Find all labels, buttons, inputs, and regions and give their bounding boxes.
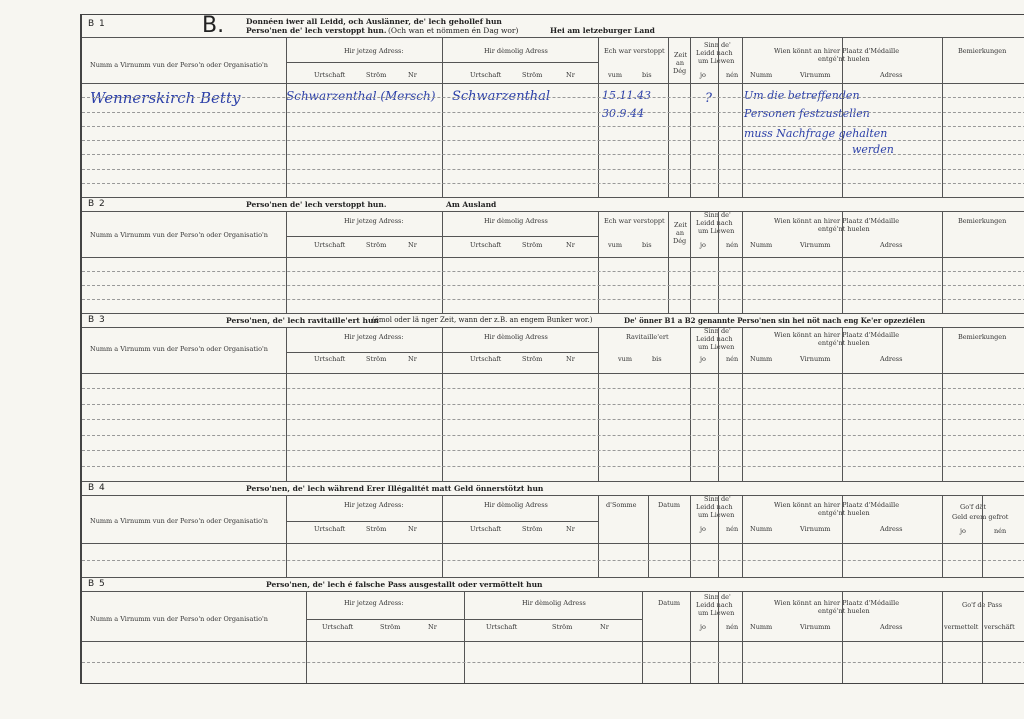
stross-label: Ström	[366, 355, 387, 363]
form-part-letter: B.	[202, 13, 225, 38]
medal-name-label: Numm	[750, 355, 773, 363]
time-label-3: Dég	[673, 237, 687, 245]
sum-header: d'Somme	[606, 501, 637, 509]
section-b5	[82, 577, 1024, 683]
grid-column-line	[442, 37, 443, 197]
remarks-header: Bemierkungen	[958, 47, 1007, 55]
alive-label-2: Leidd nach	[696, 503, 733, 511]
grid-row-line	[82, 419, 1024, 420]
grid-column-line	[690, 37, 691, 197]
alive-label: Sinn de'	[704, 495, 731, 503]
grid-subheader-line	[286, 352, 598, 353]
section-id: B 1	[88, 19, 106, 29]
grid-column-line	[742, 591, 743, 683]
entry-name: Wennerskirch Betty	[90, 89, 241, 107]
alive-label-3: um Liewen	[698, 343, 735, 351]
section-b2	[82, 197, 1024, 314]
to-label: bis	[652, 355, 662, 363]
grid-row-line	[82, 560, 1024, 561]
yes-label: jo	[960, 527, 966, 535]
grid-subheader-line	[286, 62, 598, 63]
medal-name-label: Numm	[750, 241, 773, 249]
medal-header-2: entgé'nt huelen	[818, 225, 870, 233]
section-title: Perso'nen, de' lech ravitaille'ert hun	[226, 316, 379, 325]
grid-column-line	[442, 211, 443, 313]
medal-address-label: Adress	[880, 525, 903, 533]
section-id: B 4	[88, 483, 106, 493]
alive-label-2: Leidd nach	[696, 335, 733, 343]
ortschaft-label: Urtschaft	[314, 355, 346, 363]
section-note: (Och wan et nömmen én Dag wor)	[388, 26, 519, 35]
grid-row-line	[82, 97, 1024, 98]
time-label-2: an	[676, 229, 685, 237]
grid-column-line	[286, 495, 287, 577]
ravitailleert-header: Ravitaille'ert	[626, 333, 669, 341]
nr-label: Nr	[566, 525, 575, 533]
name-column-header: Numm a Virnumm vun der Perso'n oder Organisatio'n	[90, 231, 268, 239]
alive-label: Sinn de'	[704, 211, 731, 219]
medal-header-2: entgé'nt huelen	[818, 607, 870, 615]
medal-firstname-label: Virnumm	[800, 525, 831, 533]
nr-label: Nr	[600, 623, 609, 631]
alive-label-2: Leidd nach	[696, 601, 733, 609]
grid-column-line	[942, 37, 943, 197]
pass-header: Go'f de Pass	[962, 601, 1003, 609]
medal-firstname-label: Virnumm	[800, 71, 831, 79]
medal-header-2: entgé'nt huelen	[818, 339, 870, 347]
to-label: bis	[642, 241, 652, 249]
grid-column-line	[942, 591, 943, 683]
yes-label: jo	[700, 355, 706, 363]
grid-column-line	[668, 211, 669, 313]
alive-label-2: Leidd nach	[696, 49, 733, 57]
grid-row-line	[82, 404, 1024, 405]
grid-column-line	[648, 495, 649, 577]
grid-column-line	[286, 211, 287, 313]
no-label: nén	[726, 71, 739, 79]
alive-label-2: Leidd nach	[696, 219, 733, 227]
medal-header-2: entgé'nt huelen	[818, 509, 870, 517]
ortschaft-label: Urtschaft	[322, 623, 354, 631]
grid-column-line	[668, 37, 669, 197]
section-b5-title-row	[82, 577, 1024, 592]
current-address-header: Hir jetzeg Adress:	[344, 47, 404, 55]
grid-row-line	[82, 435, 1024, 436]
section-id: B 3	[88, 315, 106, 325]
stross-label: Ström	[552, 623, 573, 631]
grid-column-line	[742, 495, 743, 577]
grid-column-line	[842, 37, 843, 197]
grid-column-line	[982, 495, 983, 577]
entry-alive: ?	[705, 91, 712, 106]
mediated-label: vermettelt	[944, 623, 979, 631]
grid-column-line	[942, 495, 943, 577]
grid-column-line	[742, 37, 743, 197]
nr-label: Nr	[408, 71, 417, 79]
grid-column-line	[842, 591, 843, 683]
section-id: B 5	[88, 579, 106, 589]
medal-address-label: Adress	[880, 71, 903, 79]
grid-column-line	[690, 591, 691, 683]
stross-label: Ström	[522, 525, 543, 533]
section-title: Perso'nen, de' lech é falsche Pass ausgestallt oder vermöttelt hun	[266, 580, 543, 589]
grid-subheader-line	[286, 521, 598, 522]
alive-label: Sinn de'	[704, 593, 731, 601]
grid-row-line	[82, 466, 1024, 467]
then-address-header: Hir dèmolig Adress	[484, 217, 548, 225]
grid-column-line	[598, 211, 599, 313]
then-address-header: Hir dèmolig Adress	[484, 47, 548, 55]
current-address-header: Hir jetzeg Adress:	[344, 501, 404, 509]
section-b4-title-row	[82, 481, 1024, 496]
time-label-2: an	[676, 59, 685, 67]
grid-subheader-line	[306, 619, 642, 620]
grid-header-line	[82, 543, 1024, 544]
registration-form	[80, 14, 1024, 684]
stross-label: Ström	[522, 355, 543, 363]
yes-label: jo	[700, 525, 706, 533]
medal-header: Wien könnt an hirer Plaatz d'Médaille	[774, 217, 900, 225]
grid-column-line	[642, 591, 643, 683]
nr-label: Nr	[408, 241, 417, 249]
time-label: Zeit	[674, 221, 688, 229]
no-label: nén	[726, 623, 739, 631]
yes-label: jo	[700, 623, 706, 631]
nr-label: Nr	[408, 525, 417, 533]
to-label: bis	[642, 71, 652, 79]
no-label: nén	[994, 527, 1007, 535]
nr-label: Nr	[408, 355, 417, 363]
money-returned-header: Go'f dät	[960, 503, 987, 511]
grid-column-line	[982, 591, 983, 683]
ortschaft-label: Urtschaft	[470, 71, 502, 79]
entry-hidden-from: 15.11.43	[602, 89, 651, 102]
alive-label-3: um Liewen	[698, 57, 735, 65]
grid-column-line	[306, 591, 307, 683]
stross-label: Ström	[366, 525, 387, 533]
grid-row-line	[82, 299, 1024, 300]
entry-note-2: Personen festzustellen	[744, 107, 870, 120]
stross-label: Ström	[366, 71, 387, 79]
name-column-header: Numm a Virnumm vun der Perso'n oder Organisatio'n	[90, 517, 268, 525]
grid-column-line	[842, 211, 843, 313]
hidden-period-header: Ech war verstoppt	[604, 217, 665, 225]
date-header: Datum	[658, 501, 681, 509]
then-address-header: Hir dèmolig Adress	[522, 599, 586, 607]
entry-note-1: Um die betreffenden	[744, 89, 860, 102]
section-title-2: Perso'nen de' lech verstoppt hun.	[246, 26, 387, 35]
section-b1-title-row	[82, 15, 1024, 38]
grid-header-line	[82, 83, 1024, 84]
ortschaft-label: Urtschaft	[314, 525, 346, 533]
alive-label-3: um Liewen	[698, 511, 735, 519]
section-instruction: De' önner B1 a B2 genannte Perso'nen sin hei nöt nach eng Ke'er opzeziélen	[624, 316, 926, 325]
medal-address-label: Adress	[880, 623, 903, 631]
current-address-header: Hir jetzeg Adress:	[344, 217, 404, 225]
from-label: vum	[618, 355, 633, 363]
medal-header: Wien könnt an hirer Plaatz d'Médaille	[774, 47, 900, 55]
entry-note-4: werden	[852, 143, 894, 156]
ortschaft-label: Urtschaft	[470, 525, 502, 533]
ortschaft-label: Urtschaft	[470, 241, 502, 249]
grid-column-line	[718, 211, 719, 313]
remarks-header: Bemierkungen	[958, 333, 1007, 341]
medal-header: Wien könnt an hirer Plaatz d'Médaille	[774, 599, 900, 607]
ortschaft-label: Urtschaft	[314, 71, 346, 79]
grid-column-line	[742, 211, 743, 313]
money-returned-header-2: Geld erem gefrot	[952, 513, 1009, 521]
grid-row-line	[82, 112, 1024, 113]
grid-header-line	[82, 373, 1024, 374]
nr-label: Nr	[566, 355, 575, 363]
section-title: Donnéen iwer all Leidd, och Auslänner, de' lech gehollef hun	[246, 17, 502, 26]
section-b3	[82, 313, 1024, 482]
grid-row-line	[82, 388, 1024, 389]
medal-address-label: Adress	[880, 241, 903, 249]
remarks-header: Bemierkungen	[958, 217, 1007, 225]
medal-address-label: Adress	[880, 355, 903, 363]
current-address-header: Hir jetzeg Adress:	[344, 599, 404, 607]
section-b3-title-row	[82, 313, 1024, 328]
current-address-header: Hir jetzeg Adress:	[344, 333, 404, 341]
section-b2-title-row	[82, 197, 1024, 212]
entry-note-3: muss Nachfrage gehalten	[744, 127, 888, 140]
grid-column-line	[442, 495, 443, 577]
medal-firstname-label: Virnumm	[800, 241, 831, 249]
no-label: nén	[726, 241, 739, 249]
medal-name-label: Numm	[750, 623, 773, 631]
grid-column-line	[598, 495, 599, 577]
no-label: nén	[726, 525, 739, 533]
section-region: Hei am letzeburger Land	[550, 26, 655, 35]
yes-label: jo	[700, 71, 706, 79]
section-b4	[82, 481, 1024, 578]
hidden-period-header: Ech war verstoppt	[604, 47, 665, 55]
grid-row-line	[82, 126, 1024, 127]
grid-header-line	[82, 641, 1024, 642]
entry-hidden-to: 30.9.44	[602, 107, 644, 120]
medal-header: Wien könnt an hirer Plaatz d'Médaille	[774, 331, 900, 339]
medal-firstname-label: Virnumm	[800, 623, 831, 631]
section-title: Perso'nen de' lech verstoppt hun.	[246, 200, 387, 209]
medal-name-label: Numm	[750, 525, 773, 533]
grid-row-line	[82, 271, 1024, 272]
alive-label: Sinn de'	[704, 327, 731, 335]
grid-subheader-line	[286, 236, 598, 237]
medal-header: Wien könnt an hirer Plaatz d'Médaille	[774, 501, 900, 509]
then-address-header: Hir dèmolig Adress	[484, 333, 548, 341]
name-column-header: Numm a Virnumm vun der Perso'n oder Organisatio'n	[90, 61, 268, 69]
grid-column-line	[690, 495, 691, 577]
grid-row-line	[82, 285, 1024, 286]
grid-row-line	[82, 183, 1024, 184]
ortschaft-label: Urtschaft	[314, 241, 346, 249]
grid-row-line	[82, 662, 1024, 663]
grid-row-line	[82, 140, 1024, 141]
ortschaft-label: Urtschaft	[470, 355, 502, 363]
grid-row-line	[82, 169, 1024, 170]
nr-label: Nr	[566, 241, 575, 249]
ortschaft-label: Urtschaft	[486, 623, 518, 631]
entry-then-address: Schwarzenthal	[452, 89, 551, 104]
yes-label: jo	[700, 241, 706, 249]
time-label-3: Dég	[673, 67, 687, 75]
stross-label: Ström	[366, 241, 387, 249]
grid-column-line	[286, 37, 287, 197]
section-b1	[82, 15, 1024, 198]
medal-firstname-label: Virnumm	[800, 355, 831, 363]
alive-label-3: um Liewen	[698, 609, 735, 617]
grid-column-line	[718, 37, 719, 197]
procured-label: verschäft	[984, 623, 1015, 631]
alive-label-3: um Liewen	[698, 227, 735, 235]
from-label: vum	[608, 241, 623, 249]
section-region: Am Ausland	[446, 200, 497, 209]
from-label: vum	[608, 71, 623, 79]
nr-label: Nr	[428, 623, 437, 631]
grid-row-line	[82, 450, 1024, 451]
grid-column-line	[842, 495, 843, 577]
grid-column-line	[718, 495, 719, 577]
medal-name-label: Numm	[750, 71, 773, 79]
nr-label: Nr	[566, 71, 575, 79]
name-column-header: Numm a Virnumm vun der Perso'n oder Organisatio'n	[90, 615, 268, 623]
section-note: (émol oder lä nger Zeit, wann der z.B. an engem Bunker wor.)	[372, 316, 593, 324]
section-title: Perso'nen, de' lech während Erer Illégalitét matt Geld önnerstötzt hun	[246, 484, 544, 493]
section-id: B 2	[88, 199, 106, 209]
stross-label: Ström	[522, 241, 543, 249]
then-address-header: Hir dèmolig Adress	[484, 501, 548, 509]
alive-label: Sinn de'	[704, 41, 731, 49]
grid-row-line	[82, 154, 1024, 155]
medal-header-2: entgé'nt huelen	[818, 55, 870, 63]
name-column-header: Numm a Virnumm vun der Perso'n oder Organisatio'n	[90, 345, 268, 353]
date-header: Datum	[658, 599, 681, 607]
grid-column-line	[942, 211, 943, 313]
grid-column-line	[464, 591, 465, 683]
grid-header-line	[82, 257, 1024, 258]
entry-current-address: Schwarzenthal (Mersch)	[286, 89, 436, 103]
stross-label: Ström	[522, 71, 543, 79]
stross-label: Ström	[380, 623, 401, 631]
grid-column-line	[718, 591, 719, 683]
no-label: nén	[726, 355, 739, 363]
grid-column-line	[598, 37, 599, 197]
time-label: Zeit	[674, 51, 688, 59]
grid-column-line	[690, 211, 691, 313]
